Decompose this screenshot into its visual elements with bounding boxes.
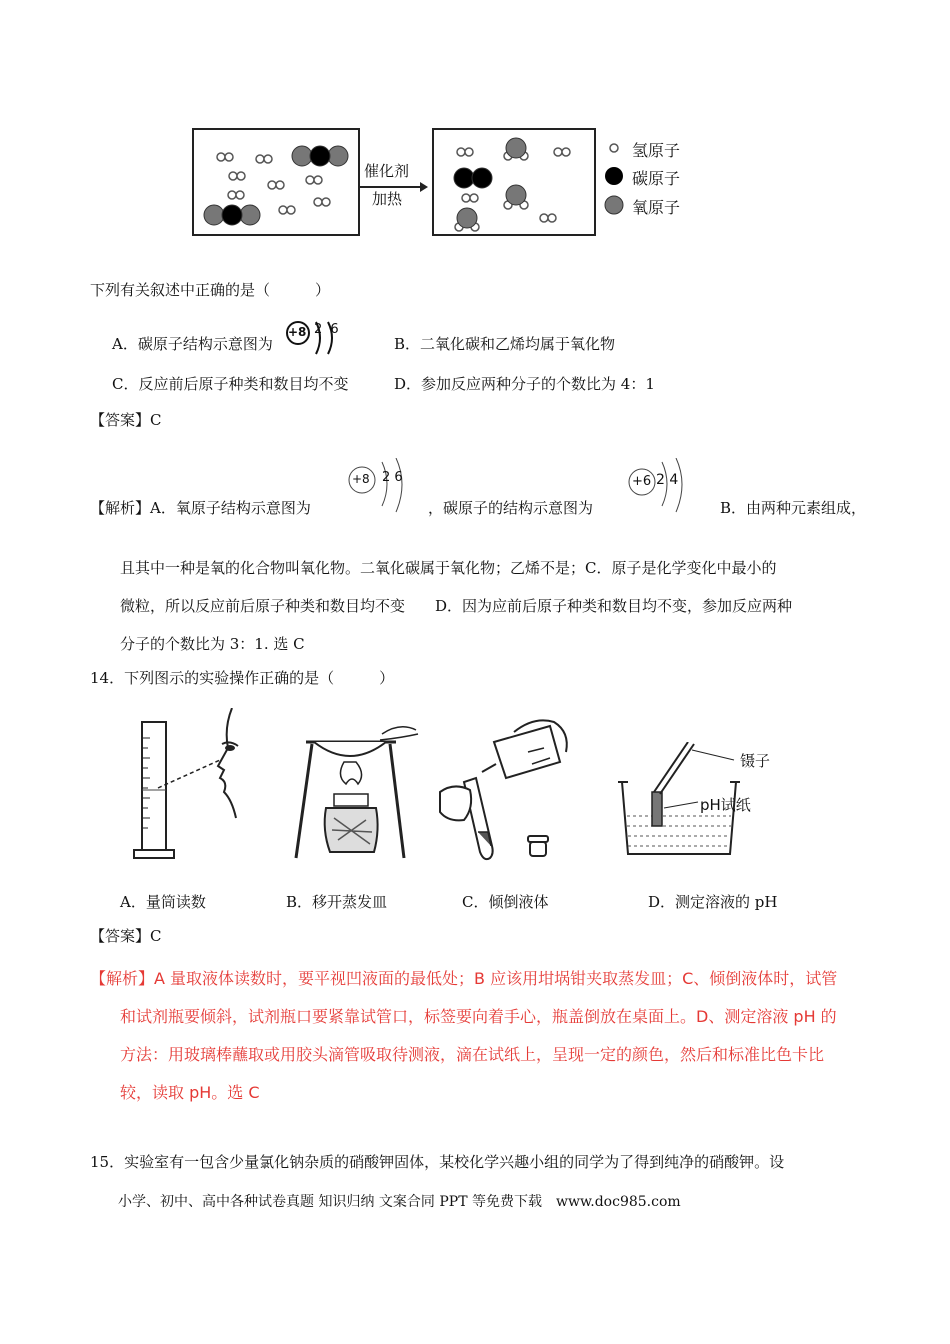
product-molecules xyxy=(434,130,594,234)
figure-c-pouring-liquid xyxy=(434,712,584,868)
q13-analysis-line3: 微粒，所以反应前后原子种类和数目均不变 D．因为应前后原子种类和数目均不变，参加反应两种 xyxy=(120,597,793,615)
q13-option-a: A．碳原子结构示意图为 xyxy=(112,335,273,353)
q14-label-d: D．测定溶液的 pH xyxy=(648,893,778,911)
q13-analysis-line2: 且其中一种是氧的化合物叫氧化物。二氧化碳属于氧化物；乙烯不是；C．原子是化学变化中最小的 xyxy=(120,559,777,577)
q13-option-c: C．反应前后原子种类和数目均不变 xyxy=(112,375,349,393)
legend-symbols xyxy=(604,134,628,224)
figure-d-ph-measurement xyxy=(618,742,794,862)
q13-analysis-b: B．由两种元素组成， xyxy=(720,499,867,517)
atom-shell-icon xyxy=(346,458,416,530)
q15-stem: 15．实验室有一包含少量氯化钠杂质的硝酸钾固体，某校化学兴趣小组的同学为了得到纯净的硝酸钾。设 xyxy=(90,1153,785,1171)
atom-diagram-carbon xyxy=(626,458,696,530)
figure-b-evaporating-dish xyxy=(286,722,426,862)
q13-stem: 下列有关叙述中正确的是（ ） xyxy=(90,281,331,299)
atom-carbon-nucleus: +6 xyxy=(632,474,652,489)
atom-wrong-nucleus: +8 xyxy=(288,325,307,339)
legend-oxygen: 氧原子 xyxy=(632,198,681,217)
q14-analysis-line1: 【解析】A 量取液体读数时，要平视凹液面的最低处；B 应该用坩埚钳夹取蒸发皿；C、倾倒液体时，试管 xyxy=(90,969,838,988)
atom-diagram-wrong-carbon xyxy=(284,320,344,356)
q13-answer: 【答案】C xyxy=(90,411,162,429)
atom-shell-icon xyxy=(626,458,696,530)
ph-paper-label: pH试纸 xyxy=(700,796,751,814)
page-footer: 小学、初中、高中各种试卷真题 知识归纳 文案合同 PPT 等免费下载 www.doc985.com xyxy=(118,1194,681,1210)
pouring-liquid-icon xyxy=(434,712,584,868)
q13-option-b: B．二氧化碳和乙烯均属于氧化物 xyxy=(394,335,616,353)
q14-analysis-line2: 和试剂瓶要倾斜，试剂瓶口要紧靠试管口，标签要向着手心，瓶盖倒放在桌面上。D、测定溶液 pH 的 xyxy=(120,1007,837,1026)
figure-a-cylinder-reading xyxy=(132,708,244,864)
q14-label-c: C．倾倒液体 xyxy=(462,893,549,911)
q14-analysis-line3: 方法：用玻璃棒蘸取或用胶头滴管吸取待测液，滴在试纸上，呈现一定的颜色，然后和标准比色卡比 xyxy=(120,1045,825,1064)
tweezers-label: 镊子 xyxy=(740,752,771,770)
reactant-molecules xyxy=(194,130,358,234)
q14-answer: 【答案】C xyxy=(90,927,162,945)
q14-stem: 14．下列图示的实验操作正确的是（ ） xyxy=(90,669,395,687)
arrow-bottom-label: 加热 xyxy=(372,190,403,208)
q13-option-d: D．参加反应两种分子的个数比为 4：1 xyxy=(394,375,655,393)
tripod-burner-icon xyxy=(286,722,426,862)
atom-carbon-shells: 2 4 xyxy=(656,472,679,488)
reaction-arrow xyxy=(358,150,430,210)
q13-analysis-a: 【解析】A．氧原子结构示意图为 xyxy=(90,499,311,517)
legend-carbon: 碳原子 xyxy=(632,169,681,188)
atom-wrong-shells: 2 6 xyxy=(314,322,341,337)
q14-label-b: B．移开蒸发皿 xyxy=(286,893,388,911)
reactants-box xyxy=(192,128,360,236)
q13-analysis-mid: ，碳原子的结构示意图为 xyxy=(428,499,594,517)
atom-oxygen-shells: 2 6 xyxy=(382,470,403,485)
q14-analysis-line4: 较，读取 pH。选 C xyxy=(120,1083,260,1102)
q14-label-a: A．量筒读数 xyxy=(120,893,206,911)
q13-analysis-line4: 分子的个数比为 3：1. 选 C xyxy=(120,635,305,653)
graduated-cylinder-icon xyxy=(132,708,244,864)
legend-hydrogen: 氢原子 xyxy=(632,141,681,160)
legend xyxy=(604,134,704,234)
arrow-top-label: 催化剂 xyxy=(364,162,410,180)
products-box xyxy=(432,128,596,236)
atom-diagram-oxygen xyxy=(346,458,416,530)
atom-oxygen-nucleus: +8 xyxy=(352,472,370,486)
